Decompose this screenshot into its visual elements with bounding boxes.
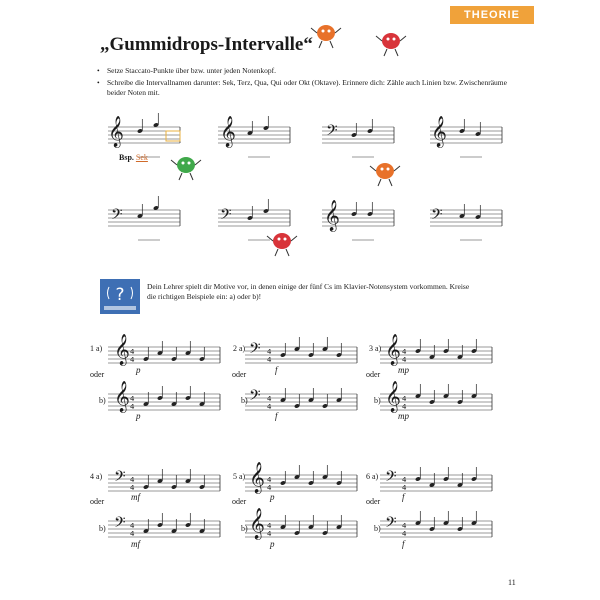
- time-signature: 4: [130, 348, 135, 356]
- gummidrop-eye: [328, 30, 331, 33]
- label-b: b): [241, 524, 248, 533]
- label-oder: oder: [90, 497, 105, 506]
- dynamic-mark: mp: [398, 365, 409, 375]
- time-signature: 4: [267, 403, 272, 411]
- time-signature: 4: [130, 356, 135, 364]
- time-signature: 4: [267, 395, 272, 403]
- label-5a: 5 a): [233, 472, 246, 481]
- time-signature: 4: [402, 522, 407, 530]
- gummidrop-drawing: [382, 33, 400, 49]
- treble-clef: 𝄞: [249, 462, 265, 493]
- time-signature: 4: [130, 403, 135, 411]
- bass-clef: 𝄢: [249, 387, 261, 408]
- treble-clef: 𝄞: [220, 116, 236, 147]
- bass-clef: 𝄢: [114, 468, 126, 489]
- bass-clef: 𝄢: [249, 340, 261, 361]
- time-signature: 4: [402, 530, 407, 538]
- bass-clef: 𝄢: [385, 514, 397, 535]
- label-oder: oder: [232, 370, 247, 379]
- dynamic-mark: f: [275, 411, 278, 421]
- label-oder: oder: [232, 497, 247, 506]
- label-b: b): [241, 396, 248, 405]
- time-signature: 4: [130, 530, 135, 538]
- page-title: „Gummidrops-Intervalle“: [100, 34, 313, 55]
- dynamic-mark: p: [270, 492, 275, 502]
- treble-clef: 𝄞: [114, 381, 130, 412]
- treble-clef: 𝄞: [385, 381, 401, 412]
- time-signature: 4: [267, 356, 272, 364]
- time-signature: 4: [267, 484, 272, 492]
- gummidrop-drawing: [177, 157, 195, 173]
- bass-clef: 𝄢: [431, 206, 443, 227]
- gummidrop-eye: [278, 238, 281, 241]
- dynamic-mark: mp: [398, 411, 409, 421]
- gummidrop-eye: [182, 162, 185, 165]
- label-b: b): [99, 396, 106, 405]
- label-b: b): [374, 524, 381, 533]
- dynamic-mark: p: [136, 411, 141, 421]
- dynamic-mark: f: [402, 539, 405, 549]
- treble-clef: 𝄞: [324, 200, 340, 231]
- gummidrop-eye: [381, 168, 384, 171]
- dynamic-mark: mf: [131, 539, 140, 549]
- time-signature: 4: [402, 484, 407, 492]
- dynamic-mark: p: [270, 539, 275, 549]
- gummidrop-eye: [393, 38, 396, 41]
- gummidrop-eye: [322, 30, 325, 33]
- label-oder: oder: [366, 497, 381, 506]
- example-answer-text: Sek: [135, 153, 148, 162]
- time-signature: 4: [130, 484, 135, 492]
- label-6a: 6 a): [366, 472, 379, 481]
- gummidrop-eye: [284, 238, 287, 241]
- bass-clef: 𝄢: [111, 206, 123, 227]
- example-prefix: Bsp.: [119, 153, 134, 162]
- treble-clef: 𝄞: [385, 334, 401, 365]
- dynamic-mark: p: [136, 365, 141, 375]
- time-signature: 4: [130, 522, 135, 530]
- label-b: b): [99, 524, 106, 533]
- gummidrop-drawing: [317, 25, 335, 41]
- gummidrop-eye: [387, 38, 390, 41]
- time-signature: 4: [130, 476, 135, 484]
- ear-training-icon: [100, 279, 140, 314]
- example-answer: [119, 153, 148, 162]
- treble-clef: 𝄞: [431, 116, 447, 147]
- label-3a: 3 a): [369, 344, 382, 353]
- gummidrop-drawing: [273, 233, 291, 249]
- time-signature: 4: [267, 476, 272, 484]
- time-signature: 4: [267, 530, 272, 538]
- label-b: b): [374, 396, 381, 405]
- svg-text:?: ?: [115, 285, 125, 305]
- section-tab-theory: THEORIE: [450, 6, 534, 24]
- label-oder: oder: [366, 370, 381, 379]
- bass-clef: 𝄢: [385, 468, 397, 489]
- time-signature: 4: [130, 395, 135, 403]
- time-signature: 4: [402, 476, 407, 484]
- bass-clef: 𝄢: [326, 122, 338, 143]
- gummidrop-eye: [188, 162, 191, 165]
- time-signature: 4: [402, 395, 407, 403]
- bass-clef: 𝄢: [114, 514, 126, 535]
- time-signature: 4: [267, 522, 272, 530]
- gummidrop-drawing: [376, 163, 394, 179]
- dynamic-mark: mf: [131, 492, 140, 502]
- training-instruction: Dein Lehrer spielt dir Motive vor, in denen einige der fünf Cs im Klavier-Notensystem vorkommen. Kreise die richtigen Beispiele ein: a) oder b)!: [147, 282, 470, 301]
- label-4a: 4 a): [90, 472, 103, 481]
- label-2a: 2 a): [233, 344, 246, 353]
- gummidrop-eye: [387, 168, 390, 171]
- label-1a: 1 a): [90, 344, 103, 353]
- treble-clef: 𝄞: [114, 334, 130, 365]
- dynamic-mark: f: [275, 365, 278, 375]
- instruction-item: • Setze Staccato-Punkte über bzw. unter jeden Notenkopf.: [97, 66, 517, 76]
- treble-clef: 𝄞: [108, 116, 124, 147]
- page-number: 11: [508, 578, 516, 587]
- instruction-item: • Schreibe die Intervallnamen darunter: Sek, Terz, Qua, Qui oder Okt (Oktave). Erinnere dich: Zähle auch Linien bzw. Zwischenräume beider Noten mit.: [97, 78, 517, 98]
- dynamic-mark: f: [402, 492, 405, 502]
- bass-clef: 𝄢: [220, 206, 232, 227]
- example-highlight: [166, 131, 180, 141]
- time-signature: 4: [402, 348, 407, 356]
- label-oder: oder: [90, 370, 105, 379]
- time-signature: 4: [402, 356, 407, 364]
- time-signature: 4: [402, 403, 407, 411]
- time-signature: 4: [267, 348, 272, 356]
- treble-clef: 𝄞: [249, 508, 265, 539]
